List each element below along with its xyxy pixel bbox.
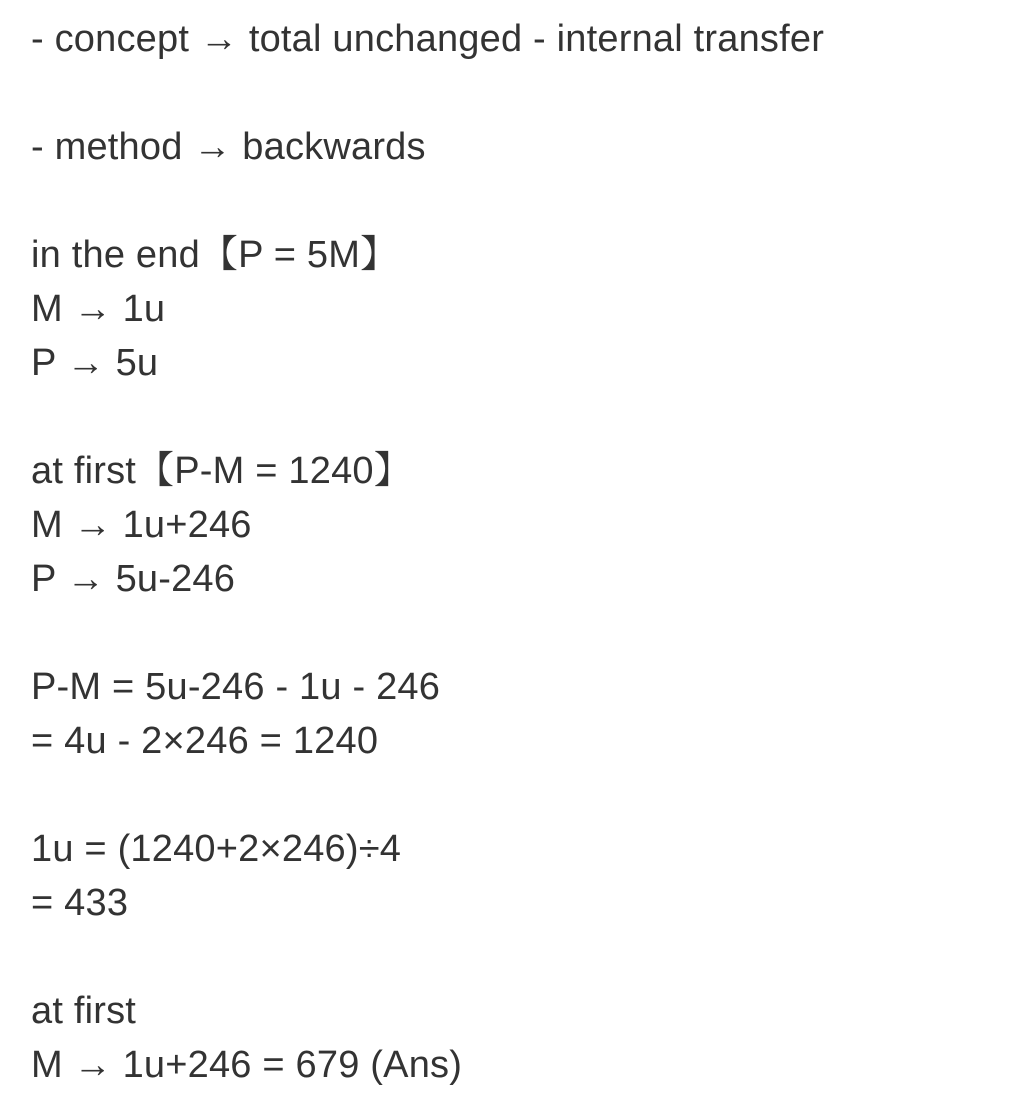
- unit-result: = 433: [31, 882, 129, 924]
- first-state-heading: at first【P-M = 1240】: [31, 450, 412, 492]
- blank-line: [31, 768, 1011, 822]
- first-state-m: M → 1u+246: [31, 504, 252, 546]
- blank-line: [31, 66, 1011, 120]
- difference-simplified: = 4u - 2×246 = 1240: [31, 720, 379, 762]
- concept-line: - concept → total unchanged - internal transfer: [31, 18, 825, 60]
- solution-notes: [31, 12, 1011, 1092]
- difference-equation: P-M = 5u-246 - 1u - 246: [31, 666, 441, 708]
- blank-line: [31, 930, 1011, 984]
- answer-heading: at first: [31, 990, 137, 1032]
- unit-equation: 1u = (1240+2×246)÷4: [31, 828, 402, 870]
- blank-line: [31, 174, 1011, 228]
- blank-line: [31, 390, 1011, 444]
- end-state-m: M → 1u: [31, 288, 166, 330]
- first-state-p: P → 5u-246: [31, 558, 236, 600]
- end-state-p: P → 5u: [31, 342, 159, 384]
- answer-line: M → 1u+246 = 679 (Ans): [31, 1044, 463, 1086]
- end-state-heading: in the end【P = 5M】: [31, 234, 399, 276]
- method-line: - method → backwards: [31, 126, 426, 168]
- blank-line: [31, 606, 1011, 660]
